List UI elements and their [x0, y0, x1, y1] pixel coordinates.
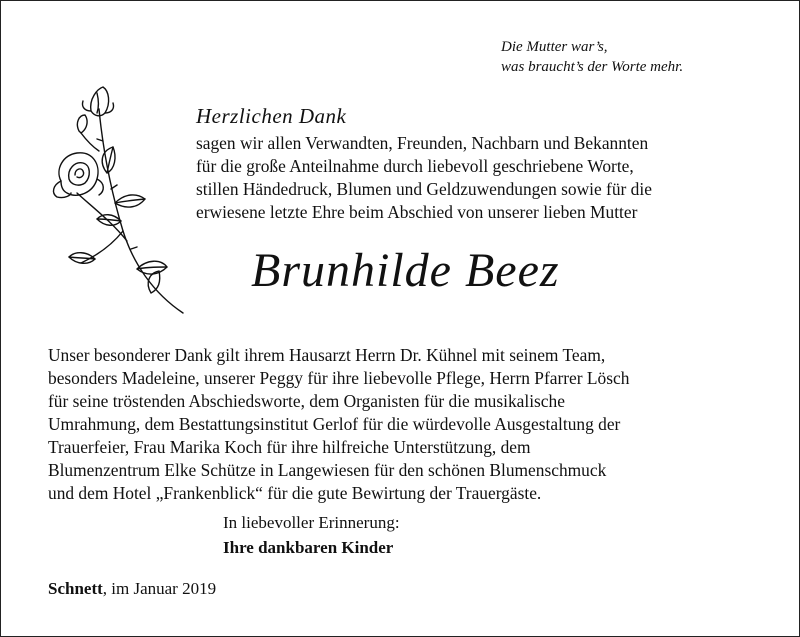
closing-phrase: In liebevoller Erinnerung:: [223, 513, 400, 532]
deceased-name: Brunhilde Beez: [251, 244, 560, 297]
body-line: Umrahmung, dem Bestattungsinstitut Gerlof für die würdevolle Ausgestaltung der: [48, 414, 621, 434]
intro-paragraph: [196, 132, 771, 224]
dateline-place: Schnett: [48, 579, 103, 598]
intro-line: erwiesene letzte Ehre beim Abschied von unserer lieben Mutter: [196, 202, 638, 222]
body-line: und dem Hotel „Frankenblick“ für die gute Bewirtung der Trauergäste.: [48, 483, 542, 503]
intro-line: sagen wir allen Verwandten, Freunden, Nachbarn und Bekannten: [196, 133, 649, 153]
motto: [501, 37, 761, 77]
intro-line: für die große Anteilnahme durch liebevoll geschriebene Worte,: [196, 156, 634, 176]
dateline: [48, 579, 216, 599]
body-line: Unser besonderer Dank gilt ihrem Hausarzt Herrn Dr. Kühnel mit seinem Team,: [48, 345, 606, 365]
intro-line: stillen Händedruck, Blumen und Geldzuwendungen sowie für die: [196, 179, 652, 199]
body-line: Blumenzentrum Elke Schütze in Langewiesen für den schönen Blumenschmuck: [48, 460, 607, 480]
body-line: besonders Madeleine, unserer Peggy für ihre liebevolle Pflege, Herrn Pfarrer Lösch: [48, 368, 630, 388]
dateline-date: , im Januar 2019: [102, 579, 217, 598]
special-thanks-paragraph: [48, 344, 773, 505]
signature: Ihre dankbaren Kinder: [223, 538, 394, 557]
body-line: Trauerfeier, Frau Marika Koch für ihre hilfreiche Unterstützung, dem: [48, 437, 531, 457]
rose-illustration: [41, 81, 191, 321]
motto-line-1: Die Mutter war’s,: [501, 39, 608, 55]
thanks-heading: Herzlichen Dank: [196, 104, 347, 128]
body-line: für seine tröstenden Abschiedsworte, dem Organisten für die musikalische: [48, 391, 565, 411]
motto-line-2: was braucht’s der Worte mehr.: [501, 59, 684, 75]
